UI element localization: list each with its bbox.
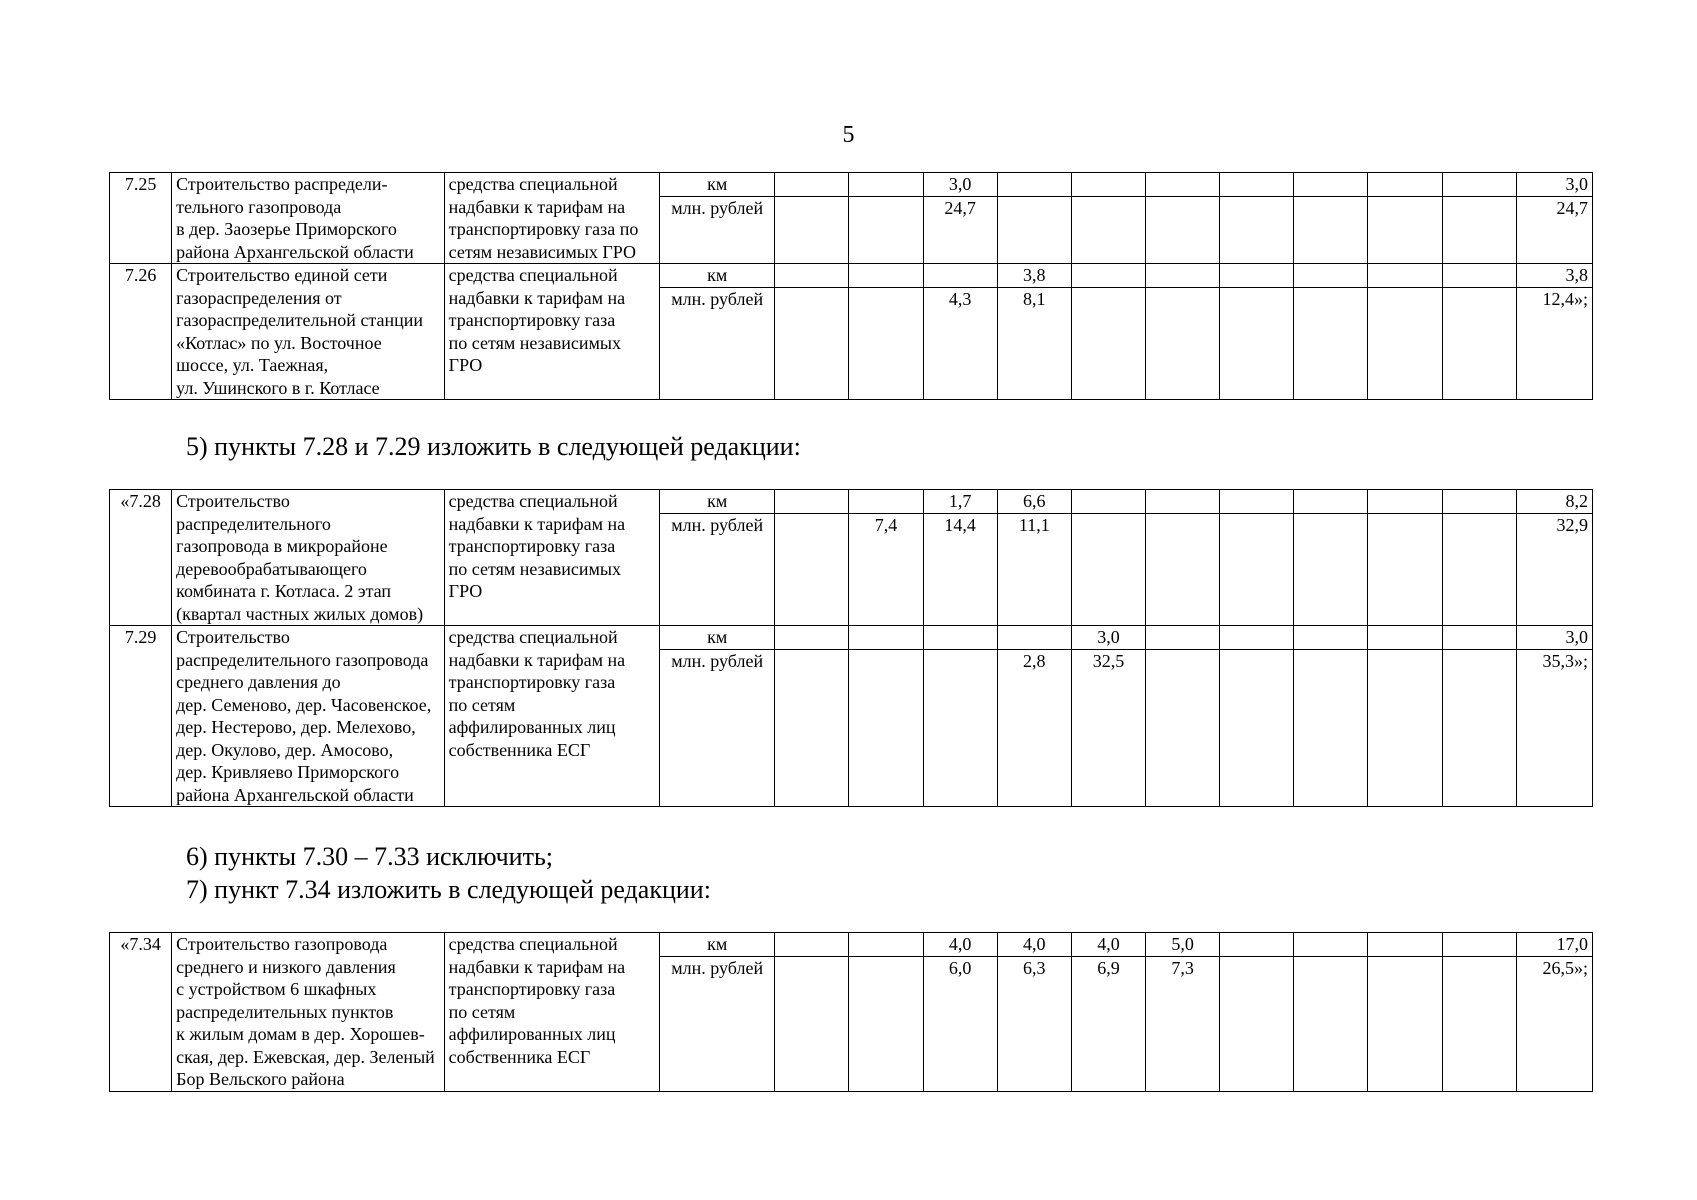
- value-km: [1294, 264, 1368, 288]
- funding-source: средства специальной надбавки к тарифам на транспортировку газа по сетям аффилированных лиц собственника ЕСГ: [444, 933, 659, 1092]
- paragraph-6: 6) пункты 7.30 – 7.33 исключить;: [186, 842, 554, 871]
- value-km: [775, 626, 849, 650]
- value-rub: [1220, 196, 1294, 264]
- value-rub: [1368, 513, 1442, 626]
- total-rub: 12,4»;: [1516, 287, 1592, 400]
- unit-rub: млн. рублей: [660, 649, 775, 807]
- value-rub: [849, 287, 923, 400]
- value-rub: 24,7: [923, 196, 997, 264]
- value-km: [849, 626, 923, 650]
- value-rub: [849, 956, 923, 1091]
- value-rub: 14,4: [923, 513, 997, 626]
- value-km: 4,0: [997, 933, 1071, 957]
- value-rub: [1220, 287, 1294, 400]
- value-rub: [1368, 649, 1442, 807]
- value-km: [1442, 173, 1516, 197]
- value-rub: [849, 649, 923, 807]
- value-km: [1294, 490, 1368, 514]
- paragraph-5: 5) пункты 7.28 и 7.29 изложить в следующей редакции:: [186, 432, 801, 461]
- value-km: [849, 264, 923, 288]
- value-km: [1442, 626, 1516, 650]
- value-km: [1442, 490, 1516, 514]
- value-rub: [1368, 956, 1442, 1091]
- value-rub: 7,3: [1146, 956, 1220, 1091]
- value-km: [849, 933, 923, 957]
- value-rub: 6,3: [997, 956, 1071, 1091]
- value-km: [1220, 626, 1294, 650]
- value-km: [1146, 173, 1220, 197]
- value-km: [1220, 490, 1294, 514]
- value-rub: [1071, 287, 1145, 400]
- value-km: [997, 626, 1071, 650]
- item-number: 7.25: [110, 173, 172, 264]
- unit-rub: млн. рублей: [660, 196, 775, 264]
- paragraph-7: 7) пункт 7.34 изложить в следующей редакции:: [186, 875, 711, 904]
- value-rub: 6,9: [1071, 956, 1145, 1091]
- value-rub: [1294, 287, 1368, 400]
- value-km: [775, 264, 849, 288]
- unit-km: км: [660, 490, 775, 514]
- value-rub: [1294, 513, 1368, 626]
- value-rub: [775, 649, 849, 807]
- total-rub: 26,5»;: [1516, 956, 1592, 1091]
- item-number: 7.26: [110, 264, 172, 400]
- value-km: 4,0: [1071, 933, 1145, 957]
- unit-rub: млн. рублей: [660, 513, 775, 626]
- value-km: [849, 173, 923, 197]
- value-km: [1368, 173, 1442, 197]
- table-row: [110, 933, 1593, 957]
- value-rub: [1442, 196, 1516, 264]
- value-rub: [1146, 287, 1220, 400]
- value-rub: [1294, 196, 1368, 264]
- value-rub: [1220, 649, 1294, 807]
- funding-source: средства специальной надбавки к тарифам на транспортировку газа по сетям независимых ГРО: [444, 490, 659, 626]
- value-km: [1146, 626, 1220, 650]
- value-rub: [1442, 287, 1516, 400]
- value-km: [1368, 490, 1442, 514]
- value-km: 6,6: [997, 490, 1071, 514]
- value-rub: [849, 196, 923, 264]
- item-number: 7.29: [110, 626, 172, 807]
- value-km: 3,8: [997, 264, 1071, 288]
- value-km: [1442, 933, 1516, 957]
- unit-rub: млн. рублей: [660, 956, 775, 1091]
- value-rub: [923, 649, 997, 807]
- value-rub: 4,3: [923, 287, 997, 400]
- value-km: [923, 264, 997, 288]
- page-number: 5: [842, 122, 855, 148]
- total-rub: 35,3»;: [1516, 649, 1592, 807]
- total-km: 3,8: [1516, 264, 1592, 288]
- value-rub: [1220, 956, 1294, 1091]
- value-km: [1071, 490, 1145, 514]
- unit-rub: млн. рублей: [660, 287, 775, 400]
- item-name: Строительство распределительного газопровода среднего давления до дер. Семеново, дер. Часовенское, дер. Нестерово, дер. Мелехово, дер. Окулово, дер. Амосово, дер. Кривляево Приморского района Архангельской области: [172, 626, 445, 807]
- value-km: [1368, 626, 1442, 650]
- value-rub: [775, 513, 849, 626]
- value-km: [775, 933, 849, 957]
- value-rub: [1071, 196, 1145, 264]
- value-rub: [1368, 196, 1442, 264]
- value-km: [997, 173, 1071, 197]
- value-rub: 32,5: [1071, 649, 1145, 807]
- value-km: 5,0: [1146, 933, 1220, 957]
- value-km: [775, 173, 849, 197]
- value-km: [1220, 173, 1294, 197]
- value-rub: 8,1: [997, 287, 1071, 400]
- value-rub: [997, 196, 1071, 264]
- value-rub: [1442, 513, 1516, 626]
- program-table-3: [109, 932, 1593, 1092]
- value-km: [1220, 264, 1294, 288]
- total-km: 8,2: [1516, 490, 1592, 514]
- value-km: [1071, 264, 1145, 288]
- value-rub: [1220, 513, 1294, 626]
- value-rub: [1146, 649, 1220, 807]
- funding-source: средства специальной надбавки к тарифам на транспортировку газа по сетям независимых ГРО: [444, 173, 659, 264]
- value-rub: [775, 287, 849, 400]
- value-rub: [1442, 956, 1516, 1091]
- value-rub: 6,0: [923, 956, 997, 1091]
- total-km: 17,0: [1516, 933, 1592, 957]
- item-name: Строительство распредели- тельного газопровода в дер. Заозерье Приморского района Архангельской области: [172, 173, 445, 264]
- value-km: 4,0: [923, 933, 997, 957]
- value-rub: [1294, 956, 1368, 1091]
- value-km: [1146, 264, 1220, 288]
- total-rub: 24,7: [1516, 196, 1592, 264]
- value-rub: 7,4: [849, 513, 923, 626]
- funding-source: средства специальной надбавки к тарифам на транспортировку газа по сетям независимых ГРО: [444, 264, 659, 400]
- total-km: 3,0: [1516, 173, 1592, 197]
- value-rub: [1071, 513, 1145, 626]
- value-km: 3,0: [1071, 626, 1145, 650]
- value-rub: [1442, 649, 1516, 807]
- value-rub: [775, 196, 849, 264]
- table-row: [110, 490, 1593, 514]
- item-name: Строительство единой сети газораспределения от газораспределительной станции «Котлас» по ул. Восточное шоссе, ул. Таежная, ул. Ушинского в г. Котласе: [172, 264, 445, 400]
- item-number: «7.34: [110, 933, 172, 1092]
- unit-km: км: [660, 264, 775, 288]
- value-km: [1442, 264, 1516, 288]
- value-km: [1368, 264, 1442, 288]
- unit-km: км: [660, 626, 775, 650]
- value-km: [1146, 490, 1220, 514]
- value-km: [1368, 933, 1442, 957]
- value-rub: [1294, 649, 1368, 807]
- value-rub: [775, 956, 849, 1091]
- value-km: [1294, 626, 1368, 650]
- value-km: [1294, 933, 1368, 957]
- funding-source: средства специальной надбавки к тарифам на транспортировку газа по сетям аффилированных лиц собственника ЕСГ: [444, 626, 659, 807]
- value-km: [1071, 173, 1145, 197]
- value-rub: 11,1: [997, 513, 1071, 626]
- value-km: 1,7: [923, 490, 997, 514]
- value-rub: [1146, 513, 1220, 626]
- value-rub: 2,8: [997, 649, 1071, 807]
- item-name: Строительство газопровода среднего и низкого давления с устройством 6 шкафных распределительных пунктов к жилым домам в дер. Хорошев- ская, дер. Ежевская, дер. Зеленый Бор Вельского района: [172, 933, 445, 1092]
- value-km: [923, 626, 997, 650]
- item-name: Строительство распределительного газопровода в микрорайоне деревообрабатывающего комбината г. Котласа. 2 этап (квартал частных жилых домов): [172, 490, 445, 626]
- value-km: [1294, 173, 1368, 197]
- table-row: [110, 264, 1593, 288]
- total-km: 3,0: [1516, 626, 1592, 650]
- total-rub: 32,9: [1516, 513, 1592, 626]
- table-row: [110, 173, 1593, 197]
- unit-km: км: [660, 173, 775, 197]
- unit-km: км: [660, 933, 775, 957]
- value-rub: [1368, 287, 1442, 400]
- item-number: «7.28: [110, 490, 172, 626]
- program-table-2: [109, 489, 1593, 807]
- table-row: [110, 626, 1593, 650]
- value-km: [1220, 933, 1294, 957]
- value-rub: [1146, 196, 1220, 264]
- value-km: [849, 490, 923, 514]
- value-km: 3,0: [923, 173, 997, 197]
- value-km: [775, 490, 849, 514]
- program-table-1: [109, 172, 1593, 400]
